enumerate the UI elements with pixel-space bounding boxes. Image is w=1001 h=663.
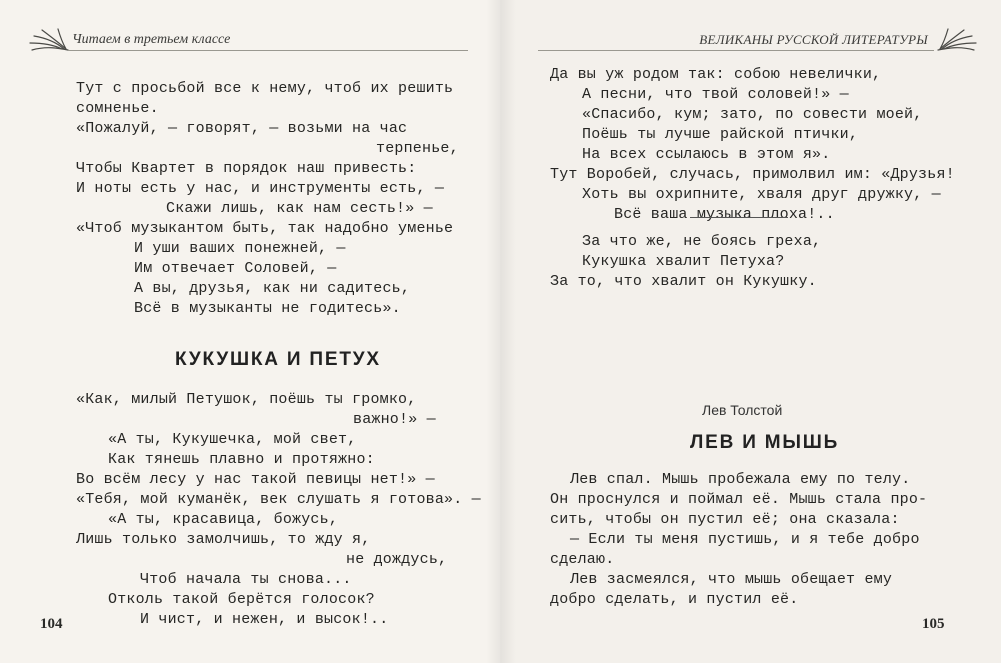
text-line: Всё ваша музыка плоха!.. <box>614 206 835 223</box>
text-line: Лишь только замолчишь, то жду я, <box>76 531 371 548</box>
text-line: За что же, не боясь греха, <box>582 233 822 250</box>
text-line: сделаю. <box>550 551 615 568</box>
text-line: Как тянешь плавно и протяжно: <box>108 451 375 468</box>
text-line: «А ты, красавица, божусь, <box>108 511 339 528</box>
text-line: Чтобы Квартет в порядок наш привесть: <box>76 160 417 177</box>
text-line: Отколь такой берётся голосок? <box>108 591 375 608</box>
text-line: Да вы уж родом так: собою невелички, <box>550 66 882 83</box>
page-number: 105 <box>922 616 945 632</box>
text-line: Хоть вы охрипните, хваля друг дружку, — <box>582 186 941 203</box>
text-line: сомненье. <box>76 100 159 117</box>
text-line: важно!» — <box>353 411 436 428</box>
page-number: 104 <box>40 616 63 632</box>
text-line: За то, что хвалит он Кукушку. <box>550 273 817 290</box>
leaf-ornament-icon <box>28 28 70 54</box>
text-line: «Как, милый Петушок, поёшь ты громко, <box>76 391 417 408</box>
text-line: Им отвечает Соловей, — <box>134 260 337 277</box>
section-title: КУКУШКА И ПЕТУХ <box>175 349 381 370</box>
running-head-title: Читаем в третьем классе <box>72 32 231 47</box>
text-line: «Спасибо, кум; зато, по совести моей, <box>582 106 923 123</box>
text-line: Скажи лишь, как нам сесть!» — <box>166 200 433 217</box>
right-page <box>500 0 1001 663</box>
text-line: И чист, и нежен, и высок!.. <box>140 611 389 628</box>
text-line: Поёшь ты лучше райской птички, <box>582 126 859 143</box>
text-line: А песни, что твой соловей!» — <box>582 86 849 103</box>
running-head-rule <box>538 50 934 51</box>
left-page <box>0 0 500 663</box>
text-line: «Пожалуй, — говорят, — возьми на час <box>76 120 408 137</box>
text-line: Во всём лесу у нас такой певицы нет!» — <box>76 471 435 488</box>
right-running-head <box>538 28 978 52</box>
text-line: Чтоб начала ты снова... <box>140 571 352 588</box>
text-line: Он проснулся и поймал её. Мышь стала про- <box>550 491 928 508</box>
text-line: И уши ваших понежней, — <box>134 240 346 257</box>
running-head-title: ВЕЛИКАНЫ РУССКОЙ ЛИТЕРАТУРЫ <box>699 32 928 47</box>
story-title: ЛЕВ И МЫШЬ <box>690 432 840 453</box>
running-head-rule <box>68 50 468 51</box>
text-line: терпенье, <box>376 140 459 157</box>
left-running-head <box>28 28 468 52</box>
text-line: — Если ты меня пустишь, и я тебе добро <box>570 531 920 548</box>
text-line: сить, чтобы он пустил её; она сказала: <box>550 511 900 528</box>
text-line: Лев засмеялся, что мышь обещает ему <box>570 571 893 588</box>
text-line: не дождусь, <box>346 551 448 568</box>
section-divider <box>690 217 788 218</box>
author-name: Лев Толстой <box>702 402 783 418</box>
text-line: Тут с просьбой все к нему, чтоб их решить <box>76 80 454 97</box>
book-gutter <box>486 0 516 663</box>
text-line: Кукушка хвалит Петуха? <box>582 253 785 270</box>
text-line: добро сделать, и пустил её. <box>550 591 799 608</box>
text-line: «А ты, Кукушечка, мой свет, <box>108 431 357 448</box>
text-line: На всех ссылаюсь в этом я». <box>582 146 831 163</box>
text-line: Всё в музыканты не годитесь». <box>134 300 401 317</box>
text-line: И ноты есть у нас, и инструменты есть, — <box>76 180 445 197</box>
text-line: «Тебя, мой куманёк, век слушать я готова». — <box>76 491 481 508</box>
text-line: А вы, друзья, как ни садитесь, <box>134 280 411 297</box>
text-line: Лев спал. Мышь пробежала ему по телу. <box>570 471 911 488</box>
text-line: «Чтоб музыкантом быть, так надобно уменье <box>76 220 454 237</box>
text-line: Тут Воробей, случась, примолвил им: «Друзья! <box>550 166 955 183</box>
leaf-ornament-icon <box>936 28 978 54</box>
